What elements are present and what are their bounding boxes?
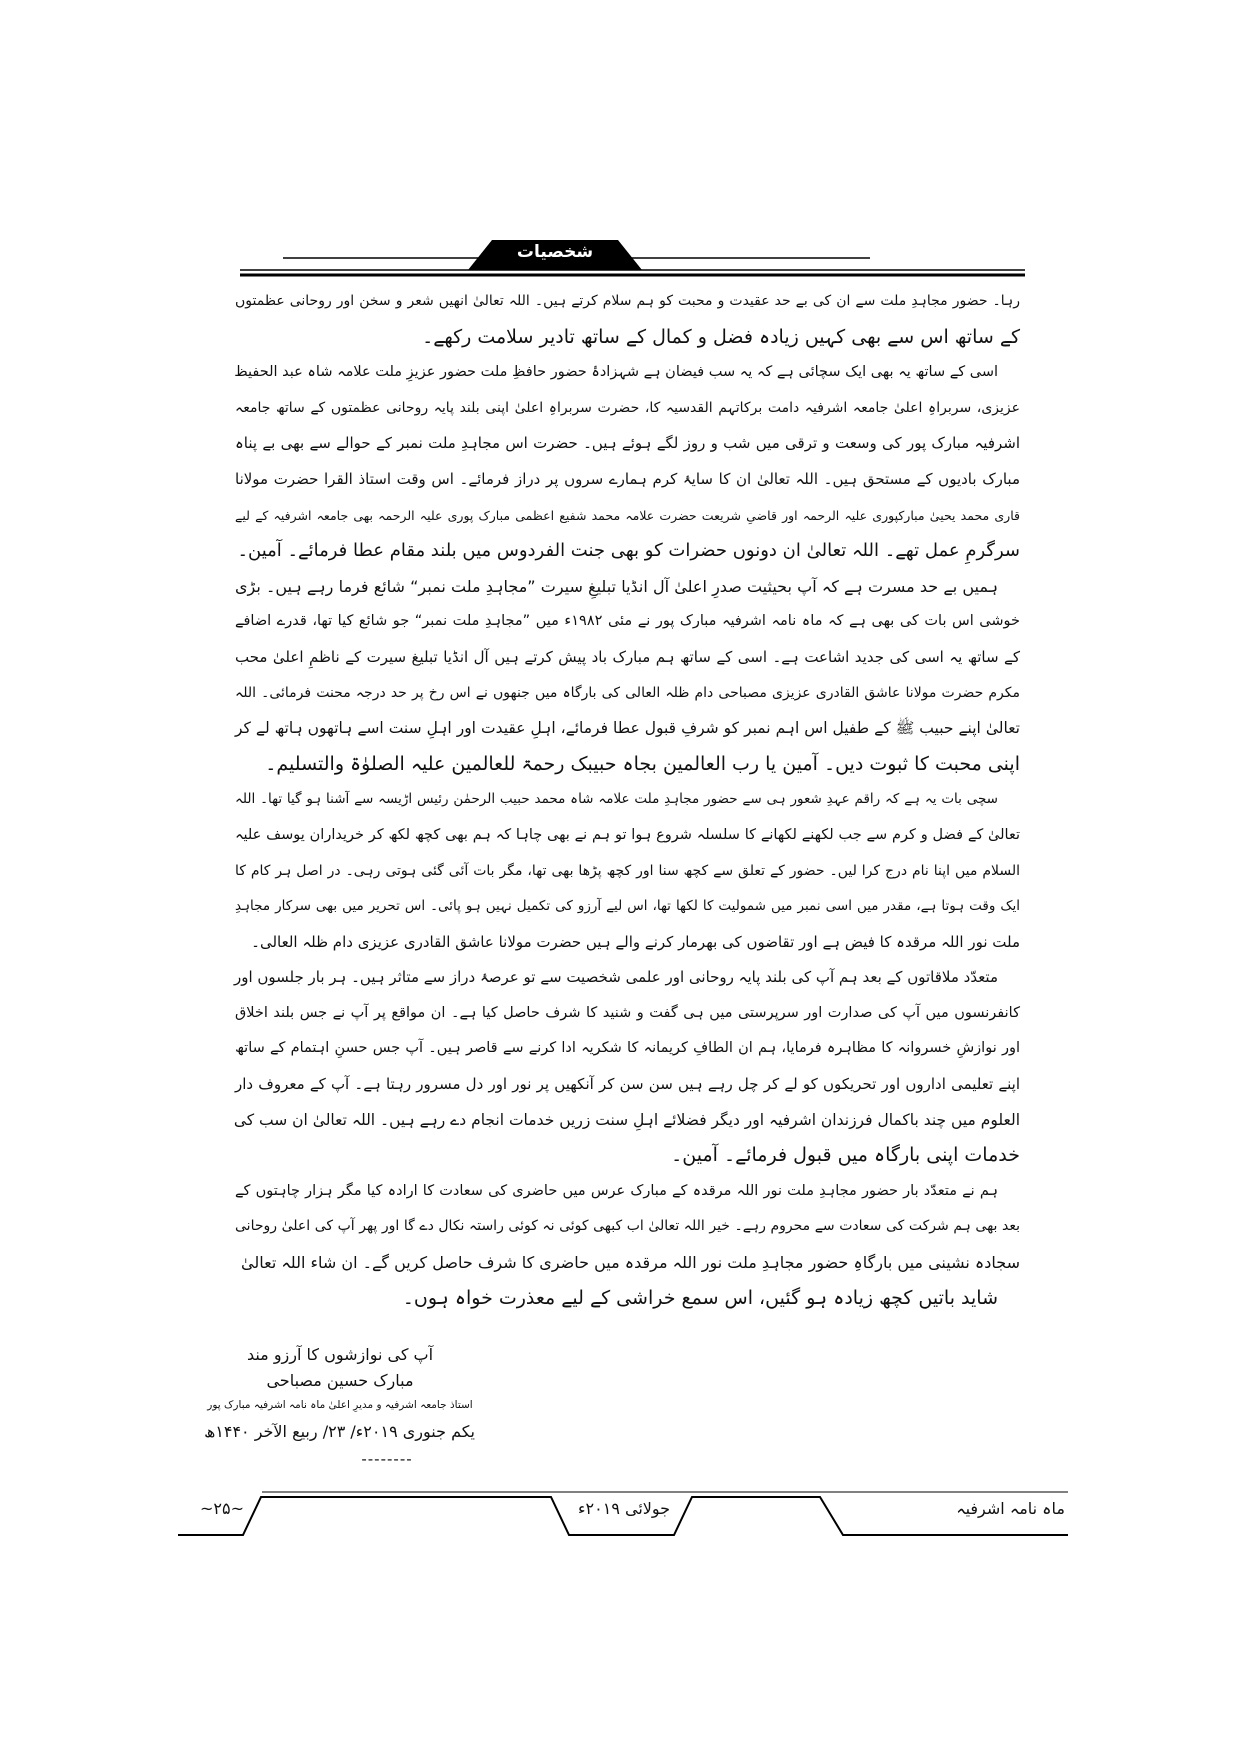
text-line: رہا۔ حضور مجاہدِ ملت سے ان کی بے حد عقیدت و محبت کو ہم سلام کرتے ہیں۔ اللہ تعالیٰ انھیں شعر و سخن اور روحانی عظمتوں [235, 293, 1020, 309]
text-line: کے ساتھ یہ اسی کی جدید اشاعت ہے۔ اسی کے ساتھ ہم مبارک باد پیش کرتے ہیں آل انڈیا تبلیغ سیرت کے ناظمِ اعلیٰ محب [235, 647, 1020, 666]
text-line: سجادہ نشینی میں بارگاہِ حضور مجاہدِ ملت نور اللہ مرقدہ میں حاضری کا شرف حاصل کریں گے۔ ان شاء اللہ تعالیٰ [241, 1253, 1020, 1273]
signature-closing: آپ کی نوازشوں کا آرزو مند [246, 1345, 434, 1364]
signature-date: یکم جنوری ۲۰۱۹ء/ ۲۳/ ربیع الآخر ۱۴۴۰ھ [204, 1421, 475, 1441]
signature-designation: استاذ جامعہ اشرفیہ و مدیرِ اعلیٰ ماہ نامہ اشرفیہ مبارک پور [207, 1399, 473, 1411]
text-line: اور نوازشِ خسروانہ کا مظاہرہ فرمایا، ہم ان الطافِ کریمانہ کا شکریہ ادا کرنے سے قاصر ہیں۔ آپ جس حسنِ اہتمام کے ساتھ [235, 1040, 1020, 1057]
text-line: اپنی محبت کا ثبوت دیں۔ آمین یا رب العالمین بجاہ حبیبک رحمۃ للعالمین علیہ الصلوٰۃ والتسلیم۔ [265, 752, 1020, 775]
text-line: اشرفیہ مبارک پور کی وسعت و ترقی میں شب و روز لگے ہوئے ہیں۔ حضرت اس مجاہدِ ملت نمبر کے حوالے سے بھی بے پناہ [235, 434, 1020, 453]
text-line: کانفرنسوں میں آپ کی صدارت اور سرپرستی میں ہی گفت و شنید کا شرف حاصل کیا ہے۔ ان مواقع پر آپ نے جس بلند اخلاق [235, 1004, 1020, 1021]
text-line: العلوم میں چند باکمال فرزندان اشرفیہ اور دیگر فضلائے اہلِ سنت زریں خدمات انجام دے رہے ہیں۔ اللہ تعالیٰ ان سب کی [233, 1110, 1020, 1129]
text-line: شاید باتیں کچھ زیادہ ہو گئیں، اس سمع خراشی کے لیے معذرت خواہ ہوں۔ [402, 1286, 998, 1309]
text-line: تعالیٰ کے فضل و کرم سے جب لکھنے لکھانے کا سلسلہ شروع ہوا تو ہم نے بھی چاہا کہ ہم بھی کچھ لکھ کر خریداران یوسف علیہ [235, 826, 1020, 843]
text-line: اسی کے ساتھ یہ بھی ایک سچائی ہے کہ یہ سب فیضان ہے شہزادۂ حضور حافظِ ملت حضور عزیزِ ملت علامہ شاہ عبد الحفیظ [234, 364, 998, 381]
text-line: مکرم حضرت مولانا عاشق القادری عزیزی مصباحی دام ظلہ العالی کی بارگاہ میں جنھوں نے اس رخ پر حد درجہ محنت فرمائی۔ اللہ [235, 684, 1020, 701]
article-body [235, 284, 1020, 1316]
text-line: قاری محمد یحییٰ مبارکپوری علیہ الرحمہ اور قاضیِ شریعت حضرت علامہ محمد شفیع اعظمی مبارک پوری علیہ الرحمہ بھی جامعہ اشرفیہ کے لیے [235, 507, 1020, 523]
signature-block [205, 1342, 475, 1444]
text-line: ہمیں بے حد مسرت ہے کہ آپ بحیثیت صدرِ اعلیٰ آل انڈیا تبلیغِ سیرت ”مجاہدِ ملت نمبر“ شائع فرما رہے ہیں۔ بڑی [235, 576, 998, 596]
text-line: بعد بھی ہم شرکت کی سعادت سے محروم رہے۔ خیر اللہ تعالیٰ اب کبھی کوئی نہ کوئی راستہ نکال دے گا اور پھر آپ کی اعلیٰ روحانی [235, 1218, 1020, 1235]
magazine-name: ماہ نامہ اشرفیہ [956, 1499, 1065, 1518]
text-line: خوشی اس بات کی بھی ہے کہ ماہ نامہ اشرفیہ مبارک پور نے مئی ۱۹۸۲ء میں ”مجاہدِ ملت نمبر“ جو شائع کیا تھا، قدرے اضافے [235, 613, 1020, 630]
text-line: اپنے تعلیمی اداروں اور تحریکوں کو لے کر چل رہے ہیں سن سن کر آنکھیں پر نور اور دل مسرور رہتا ہے۔ آپ کے معروف دار [235, 1075, 1020, 1094]
end-separator: -------- [361, 1450, 413, 1468]
text-line: ایک وقت ہوتا ہے، مقدر میں اسی نمبر میں شمولیت کا لکھا تھا، اس لیے آرزو کی تکمیل نہیں ہو پائی۔ اس تحریر میں بھی سرکار مجاہدِ [235, 898, 1020, 915]
text-line: متعدّد ملاقاتوں کے بعد ہم آپ کی بلند پایہ روحانی اور علمی شخصیت سے تو عرصۂ دراز سے متاثر ہیں۔ ہر بار جلسوں اور [233, 968, 998, 987]
text-line: سچی بات یہ ہے کہ راقم عہدِ شعور ہی سے حضور مجاہدِ ملت علامہ شاہ محمد حبیب الرحمٰن رئیس اڑیسہ سے آشنا ہو گیا تھا۔ اللہ [235, 791, 998, 808]
text-line: تعالیٰ اپنے حبیب ﷺ کے طفیل اس اہم نمبر کو شرفِ قبول عطا فرمائے، اہلِ عقیدت اور اہلِ سنت اسے ہاتھوں ہاتھ لے کر [235, 719, 1020, 738]
text-line: کے ساتھ اس سے بھی کہیں زیادہ فضل و کمال کے ساتھ تادیر سلامت رکھے۔ [422, 325, 1020, 348]
text-line: ہم نے متعدّد بار حضور مجاہدِ ملت نور اللہ مرقدہ کے مبارک عرس میں حاضری کی سعادت کا ارادہ کیا مگر ہزار چاہتوں کے [235, 1182, 998, 1199]
section-title: شخصیات [516, 242, 594, 262]
text-line: عزیزی، سربراہِ اعلیٰ جامعہ اشرفیہ دامت برکاتہم القدسیہ کا، حضرت سربراہِ اعلیٰ اپنی بلند پایہ روحانی عظمتوں کے ساتھ جامعہ [235, 399, 1020, 416]
text-line: خدمات اپنی بارگاہ میں قبول فرمائے۔ آمین۔ [671, 1144, 1020, 1167]
text-line: السلام میں اپنا نام درج کرا لیں۔ حضور کے تعلق سے کچھ سنا اور کچھ پڑھا بھی تھا، مگر بات آئی گئی ہوتی رہی۔ در اصل ہر کام کا [235, 862, 1020, 879]
issue-date: جولائی ۲۰۱۹ء [578, 1499, 671, 1518]
signature-name: مبارک حسین مصباحی [266, 1370, 414, 1390]
page-number: ~۲۵~ [200, 1499, 244, 1518]
text-line: سرگرمِ عمل تھے۔ اللہ تعالیٰ ان دونوں حضرات کو بھی جنت الفردوس میں بلند مقام عطا فرمائے۔ آمین۔ [237, 540, 1020, 562]
text-line: مبارک بادیوں کے مستحق ہیں۔ اللہ تعالیٰ ان کا سایۂ کرم ہمارے سروں پر دراز فرمائے۔ اس وقت استاذ القرا حضرت مولانا [235, 469, 1020, 488]
text-line: ملت نور اللہ مرقدہ کا فیض ہے اور تقاضوں کی بھرمار کرنے والے ہیں حضرت مولانا عاشق القادری عزیزی دام ظلہ العالی۔ [251, 932, 1020, 951]
